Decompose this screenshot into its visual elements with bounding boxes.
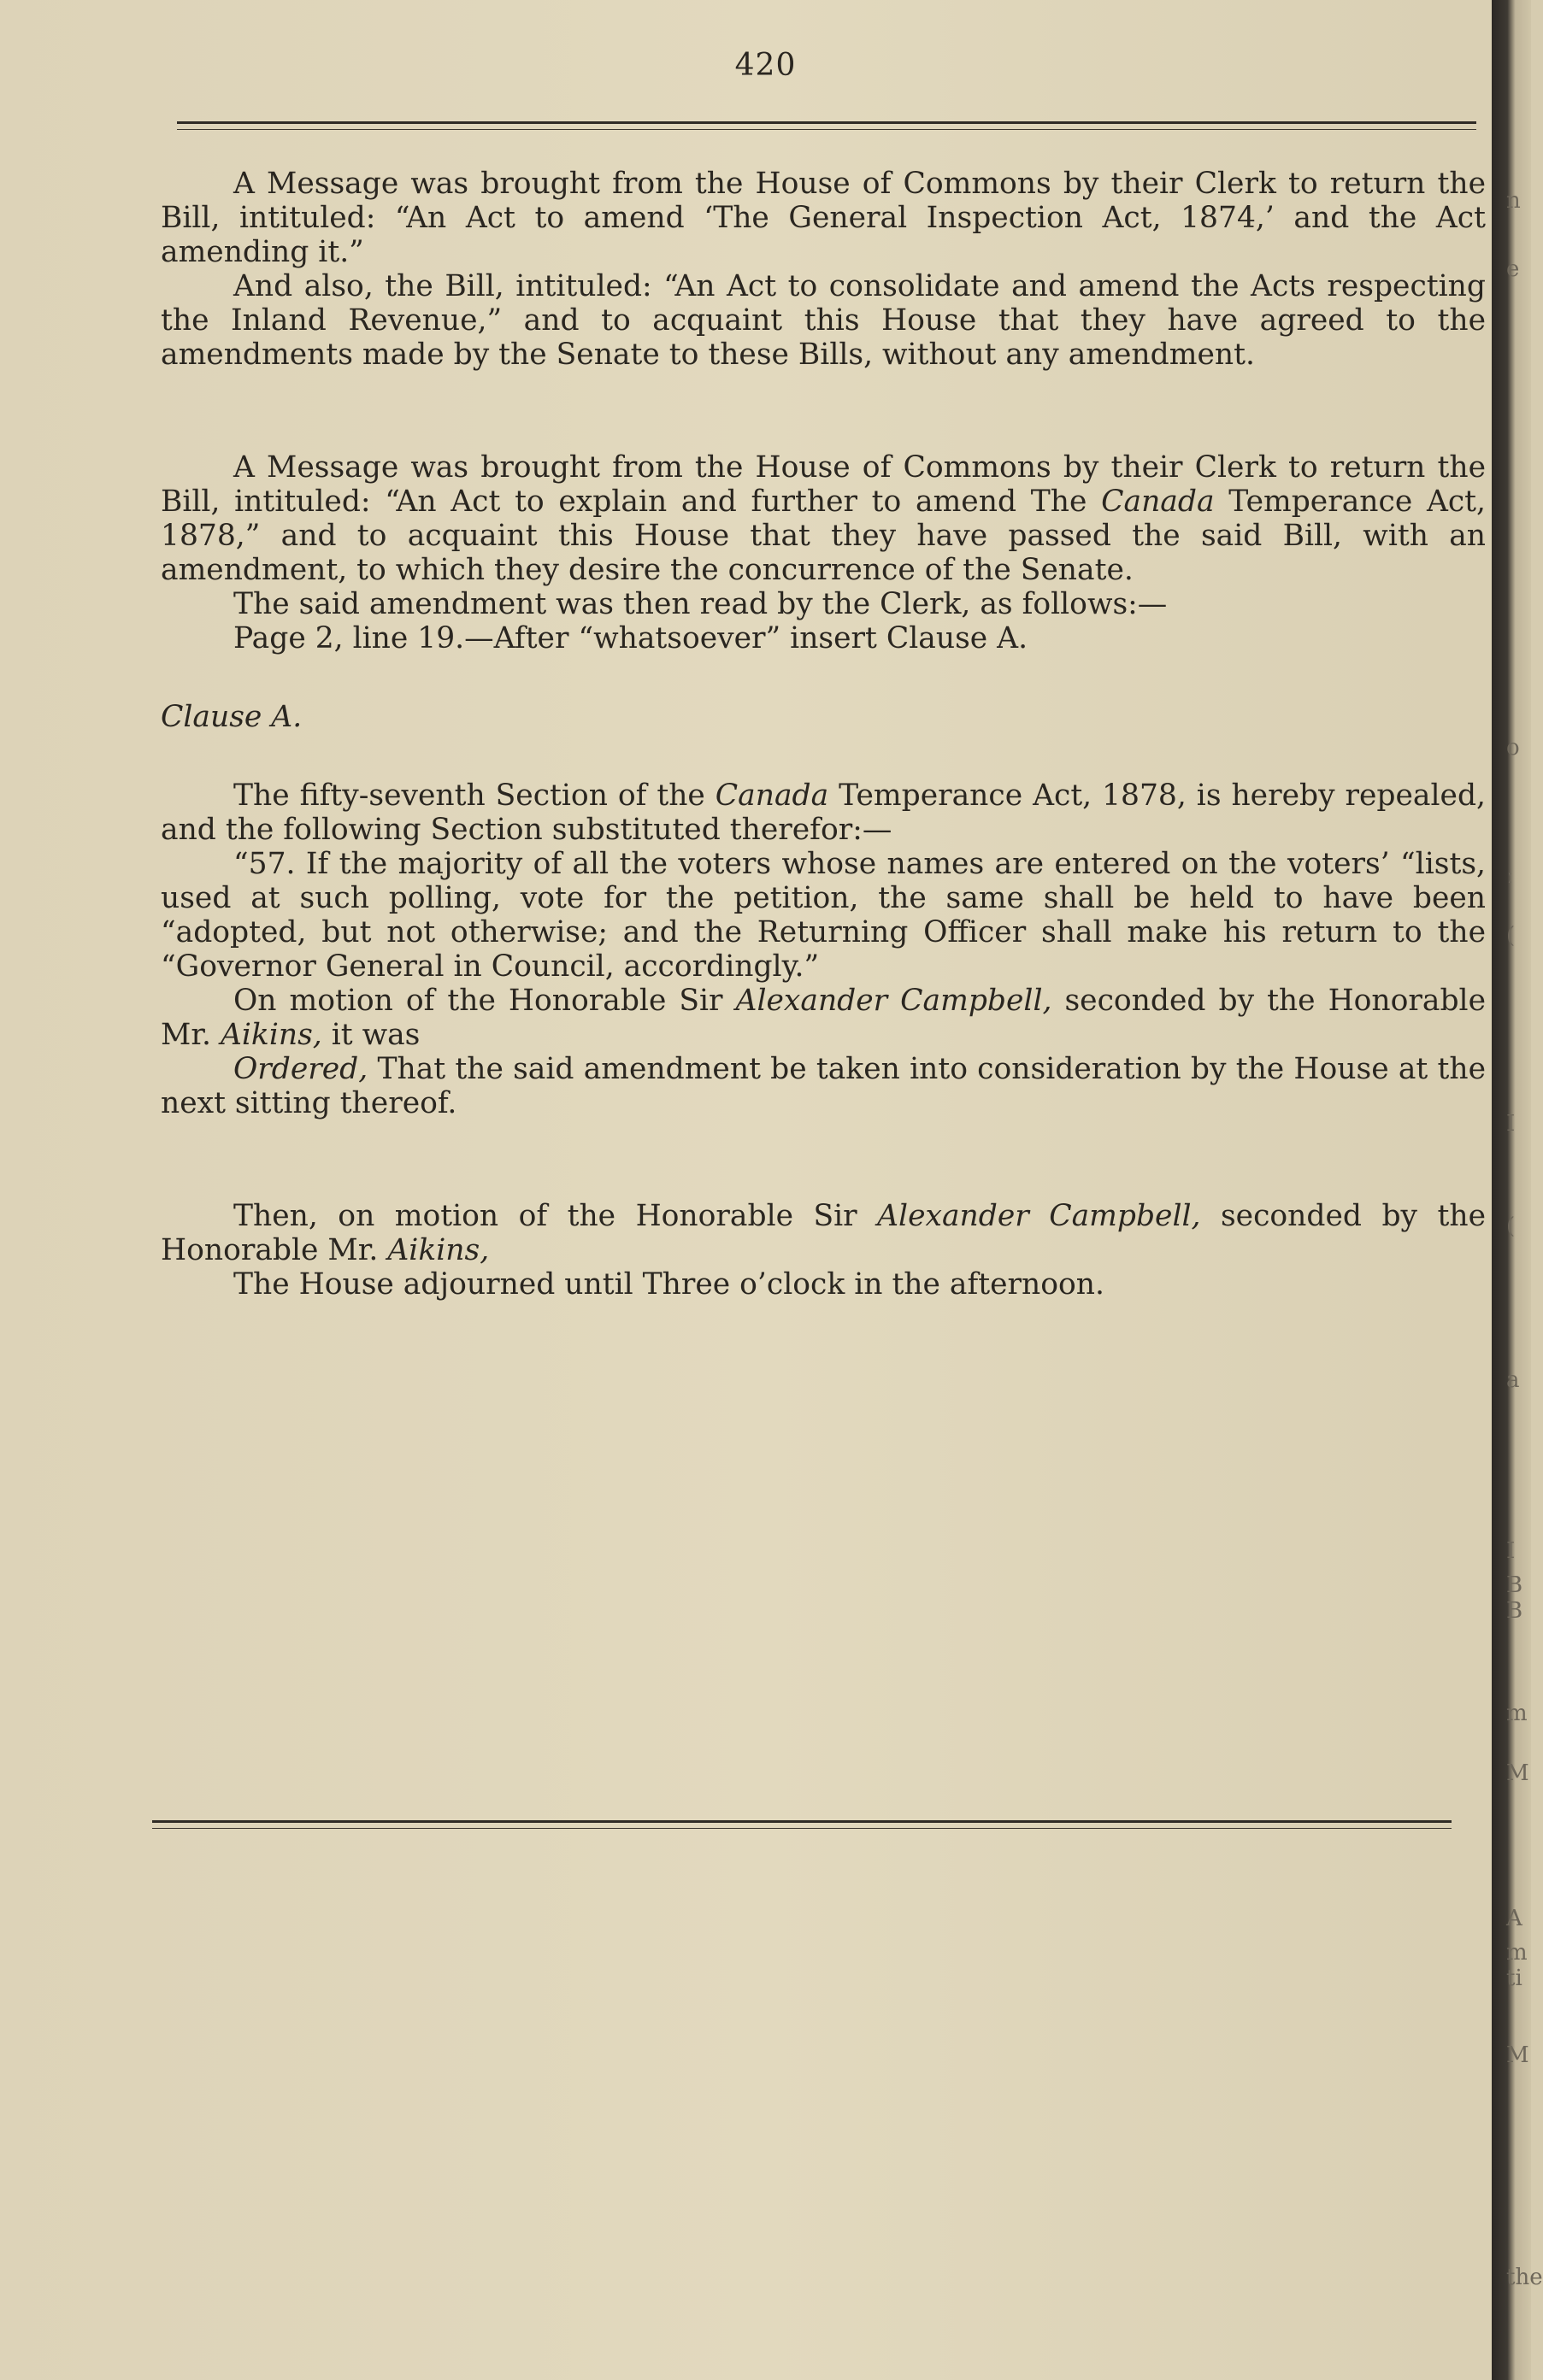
margin-bleed-glyph: B	[1506, 1572, 1523, 1598]
margin-bleed-glyph: the	[1506, 2265, 1543, 2290]
section-57-text: “57. If the majority of all the voters whose names are entered on the voters’ “lists, used at such polling, vote for the petition, the same shall be held to have been “adopted, but not otherwise; and the Returning Officer shall make his return to the “Governor General in Council, accordingly.”	[161, 847, 1486, 984]
margin-bleed-glyph: n	[1506, 188, 1521, 214]
margin-bleed-glyph: A	[1506, 1906, 1522, 1931]
margin-bleed-glyph: ː	[1506, 863, 1514, 889]
adjournment-paragraph: The House adjourned until Three o’clock in the afternoon.	[233, 1267, 1104, 1302]
margin-bleed-glyph: (	[1506, 1214, 1516, 1239]
clause-text	[161, 779, 1486, 847]
text-run: On motion of the Honorable Sir	[233, 984, 723, 1018]
spacer	[161, 372, 1486, 450]
italic-run: Alexander Campbell,	[877, 1199, 1201, 1233]
italic-run: Aikins,	[387, 1233, 490, 1267]
text-run: seconded by the Honorable Mr.	[161, 984, 1487, 1052]
amendment-intro: The said amendment was then read by the Clerk, as follows:—	[233, 587, 1168, 621]
amendment-location: Page 2, line 19.—After “whatsoever” insert Clause A.	[233, 621, 1028, 655]
italic-run: Ordered,	[233, 1052, 368, 1086]
clause-heading: Clause A.	[161, 700, 303, 734]
bottom-rule	[152, 1820, 1452, 1829]
italic-run: Canada	[1101, 485, 1215, 519]
margin-bleed-glyph: M	[1506, 2042, 1529, 2068]
margin-bleed-glyph: m	[1506, 1701, 1528, 1726]
text-run: it was	[331, 1018, 421, 1052]
text-run: The fifty-seventh Section of the	[233, 779, 705, 813]
message-paragraph-2: And also, the Bill, intituled: “An Act to consolidate and amend the Acts respecting the Inland Revenue,” and to acquaint this House that they have agreed to the amendments made by the Senate to these Bills, without any amendment.	[161, 269, 1486, 372]
top-rule	[177, 121, 1476, 130]
spacer	[161, 734, 1486, 779]
book-spine-shadow	[1492, 0, 1543, 2380]
margin-bleed-glyph: B	[1506, 1598, 1523, 1624]
italic-run: Canada	[715, 779, 829, 813]
text-run: That the said amendment be taken into consideration by the House at the next sitting thereof.	[161, 1052, 1487, 1120]
page-body	[161, 167, 1486, 1302]
spacer	[161, 1120, 1486, 1199]
message-paragraph-3	[161, 450, 1486, 587]
margin-bleed-glyph: I	[1506, 1111, 1516, 1137]
text-run: seconded by the Honorable Mr.	[161, 1199, 1486, 1267]
margin-bleed-glyph: M	[1506, 1760, 1529, 1786]
margin-bleed-glyph: e	[1506, 256, 1520, 282]
margin-bleed-glyph: I	[1506, 1538, 1516, 1564]
text-run: Temperance Act, 1878,” and to acquaint this House that they have passed the said Bill, with an amendment, to which they desire the concurrence of the Senate.	[161, 485, 1487, 587]
italic-run: Aikins,	[220, 1018, 322, 1052]
margin-bleed-glyph: m	[1506, 1940, 1528, 1966]
margin-bleed-glyph: (	[1506, 923, 1516, 949]
margin-bleed-glyph: ti	[1506, 1966, 1522, 1991]
adjourn-motion-paragraph	[161, 1199, 1486, 1267]
spacer	[161, 655, 1486, 700]
text-run: Then, on motion of the Honorable Sir	[233, 1199, 857, 1233]
message-paragraph-1: A Message was brought from the House of Commons by their Clerk to return the Bill, intituled: “An Act to amend ‘The General Inspection Act, 1874,’ and the Act amending it.”	[161, 167, 1486, 269]
margin-bleed-glyph: a	[1506, 1367, 1520, 1393]
text-run: Temperance Act, 1878, is hereby repealed, and the following Section substituted therefor:—	[161, 779, 1487, 847]
motion-paragraph	[161, 984, 1486, 1052]
margin-bleed-glyph: o	[1506, 735, 1520, 761]
text-run: A Message was brought from the House of Commons by their Clerk to return the Bill, intituled: “An Act to explain and further to amend The	[161, 450, 1486, 519]
order-paragraph	[161, 1052, 1486, 1120]
page-number: 420	[734, 48, 797, 83]
italic-run: Alexander Campbell,	[735, 984, 1052, 1018]
